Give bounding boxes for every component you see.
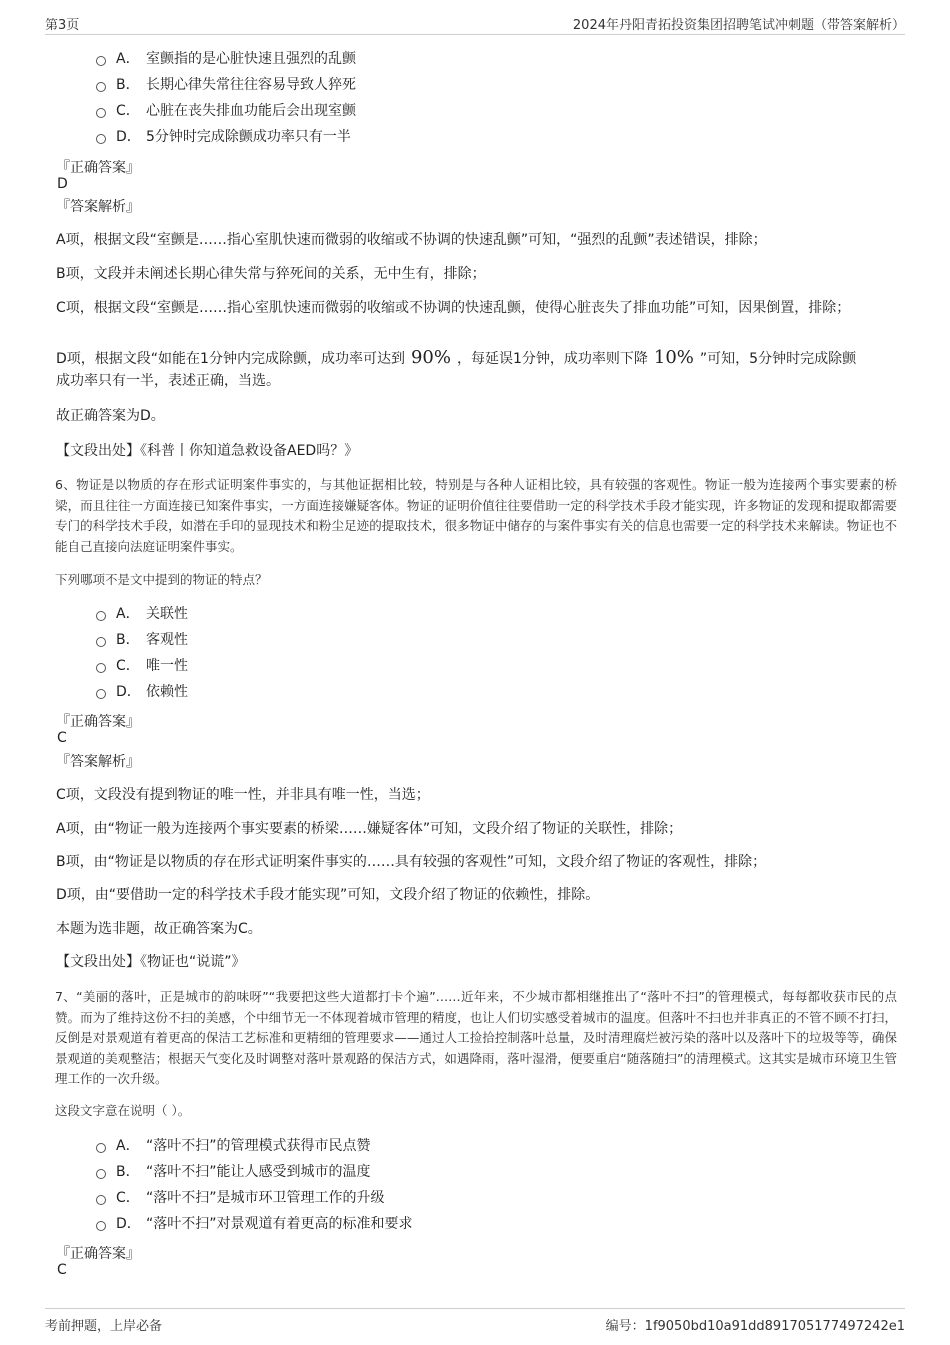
document-title: 2024年丹阳青拓投资集团招聘笔试冲刺题（带答案解析） bbox=[572, 18, 905, 33]
q5-answer-label: 『正确答案』 bbox=[56, 160, 140, 176]
q5-option-b[interactable]: B． 长期心律失常往往容易导致人猝死 bbox=[96, 75, 356, 95]
q5-analysis-label: 『答案解析』 bbox=[56, 199, 140, 215]
q6-option-c[interactable]: C． 唯一性 bbox=[96, 656, 188, 676]
q7-answer: C bbox=[57, 1262, 67, 1278]
q5-option-c[interactable]: C． 心脏在丧失排血功能后会出现室颤 bbox=[96, 101, 356, 121]
page-header bbox=[45, 14, 905, 35]
radio-icon[interactable] bbox=[96, 134, 106, 144]
q5-source: 【文段出处】《科普丨你知道急救设备AED吗？》 bbox=[56, 443, 359, 459]
radio-icon[interactable] bbox=[96, 689, 106, 699]
radio-icon[interactable] bbox=[96, 82, 106, 92]
document-code: 编号：1f9050bd10a91dd891705177497242e1 bbox=[605, 1319, 905, 1334]
q6-source: 【文段出处】《物证也“说谎”》 bbox=[56, 954, 246, 970]
q5-analysis-b: B项，文段并未阐述长期心律失常与猝死间的关系，无中生有，排除； bbox=[56, 266, 486, 282]
radio-icon[interactable] bbox=[96, 1221, 106, 1231]
page-footer bbox=[45, 1308, 905, 1333]
q5-analysis-d: D项，根据文段“如能在1分钟内完成除颤，成功率可达到 90% ，每延误1分钟，成功率则下降 10% ”可知，5分钟时完成除颤 成功率只有一半，表述正确，当选。 bbox=[56, 347, 857, 389]
q6-analysis-c: C项，文段没有提到物证的唯一性，并非具有唯一性，当选； bbox=[56, 787, 430, 803]
q6-option-d[interactable]: D． 依赖性 bbox=[96, 682, 188, 702]
q5-option-a[interactable]: A． 室颤指的是心脏快速且强烈的乱颤 bbox=[96, 49, 356, 69]
q5-conclusion: 故正确答案为D。 bbox=[56, 408, 165, 424]
footer-slogan: 考前押题，上岸必备 bbox=[45, 1319, 163, 1334]
q7-option-a[interactable]: A． “落叶不扫”的管理模式获得市民点赞 bbox=[96, 1136, 371, 1156]
radio-icon[interactable] bbox=[96, 637, 106, 647]
q7-option-d[interactable]: D． “落叶不扫”对景观道有着更高的标准和要求 bbox=[96, 1214, 413, 1234]
q5-option-d[interactable]: D． 5分钟时完成除颤成功率只有一半 bbox=[96, 127, 351, 147]
q6-analysis-d: D项，由“要借助一定的科学技术手段才能实现”可知，文段介绍了物证的依赖性，排除。 bbox=[56, 887, 600, 903]
q6-question: 下列哪项不是文中提到的物证的特点？ bbox=[55, 572, 268, 587]
radio-icon[interactable] bbox=[96, 1143, 106, 1153]
q7-option-c[interactable]: C． “落叶不扫”是城市环卫管理工作的升级 bbox=[96, 1188, 385, 1208]
radio-icon[interactable] bbox=[96, 1195, 106, 1205]
q5-analysis-a: A项，根据文段“室颤是……指心室肌快速而微弱的收缩或不协调的快速乱颤”可知，“强烈的乱颤”表述错误，排除； bbox=[56, 232, 767, 248]
q7-question: 这段文字意在说明（ ）。 bbox=[55, 1103, 191, 1118]
q6-answer: C bbox=[57, 730, 67, 746]
radio-icon[interactable] bbox=[96, 108, 106, 118]
q6-option-b[interactable]: B． 客观性 bbox=[96, 630, 188, 650]
radio-icon[interactable] bbox=[96, 1169, 106, 1179]
q5-analysis-c: C项，根据文段“室颤是……指心室肌快速而微弱的收缩或不协调的快速乱颤，使得心脏丧失了排血功能”可知，因果倒置，排除； bbox=[56, 300, 851, 316]
radio-icon[interactable] bbox=[96, 56, 106, 66]
radio-icon[interactable] bbox=[96, 663, 106, 673]
q6-conclusion: 本题为选非题，故正确答案为C。 bbox=[56, 921, 262, 937]
q6-analysis-a: A项，由“物证一般为连接两个事实要素的桥梁……嫌疑客体”可知，文段介绍了物证的关联性，排除； bbox=[56, 821, 683, 837]
q5-answer: D bbox=[57, 176, 68, 192]
page-number: 第3页 bbox=[45, 18, 80, 33]
q6-answer-label: 『正确答案』 bbox=[56, 714, 140, 730]
q7-option-b[interactable]: B． “落叶不扫”能让人感受到城市的温度 bbox=[96, 1162, 371, 1182]
q6-analysis-b: B项，由“物证是以物质的存在形式证明案件事实的……具有较强的客观性”可知，文段介绍了物证的客观性，排除； bbox=[56, 854, 767, 870]
q7-answer-label: 『正确答案』 bbox=[56, 1246, 140, 1262]
radio-icon[interactable] bbox=[96, 611, 106, 621]
q6-passage: 6、物证是以物质的存在形式证明案件事实的，与其他证据相比较，特别是与各种人证相比较，具有较强的客观性。物证一般为连接两个事实要素的桥梁，而且往往一方面连接已知案件事实，一方面连接嫌疑客体。物证的证明价值往往要借助一定的科学技术手段才能实现，许多物证的发现和提取都需要专门的科学技术手段，如潜在手印的显现技术和粉尘足迹的提取技术，很多物证中储存的与案件事实有关的信息也需要一定的科学技术来解读。物证也不能自己直接向法庭证明案件事实。 bbox=[55, 477, 897, 554]
q7-passage: 7、“美丽的落叶，正是城市的韵味呀”“我要把这些大道都打卡个遍”……近年来，不少城市都相继推出了“落叶不扫”的管理模式，每每都收获市民的点赞。而为了维持这份不扫的美感，个中细节无一不体现着城市管理的精度，也让人们切实感受着城市的温度。但落叶不扫也并非真正的不管不顾不打扫，反倒是对景观道有着更高的保洁工艺标准和更精细的管理要求——通过人工捡拾控制落叶总量，及时清理腐烂被污染的落叶以及落叶下的垃圾等等，确保景观道的美观整洁；根据天气变化及时调整对落叶景观路的保洁方式，如遇降雨，落叶湿滑，便要重启“随落随扫”的清理模式。这其实是城市环境卫生管理工作的一次升级。 bbox=[55, 989, 897, 1086]
q6-analysis-label: 『答案解析』 bbox=[56, 754, 140, 770]
q6-option-a[interactable]: A． 关联性 bbox=[96, 604, 188, 624]
